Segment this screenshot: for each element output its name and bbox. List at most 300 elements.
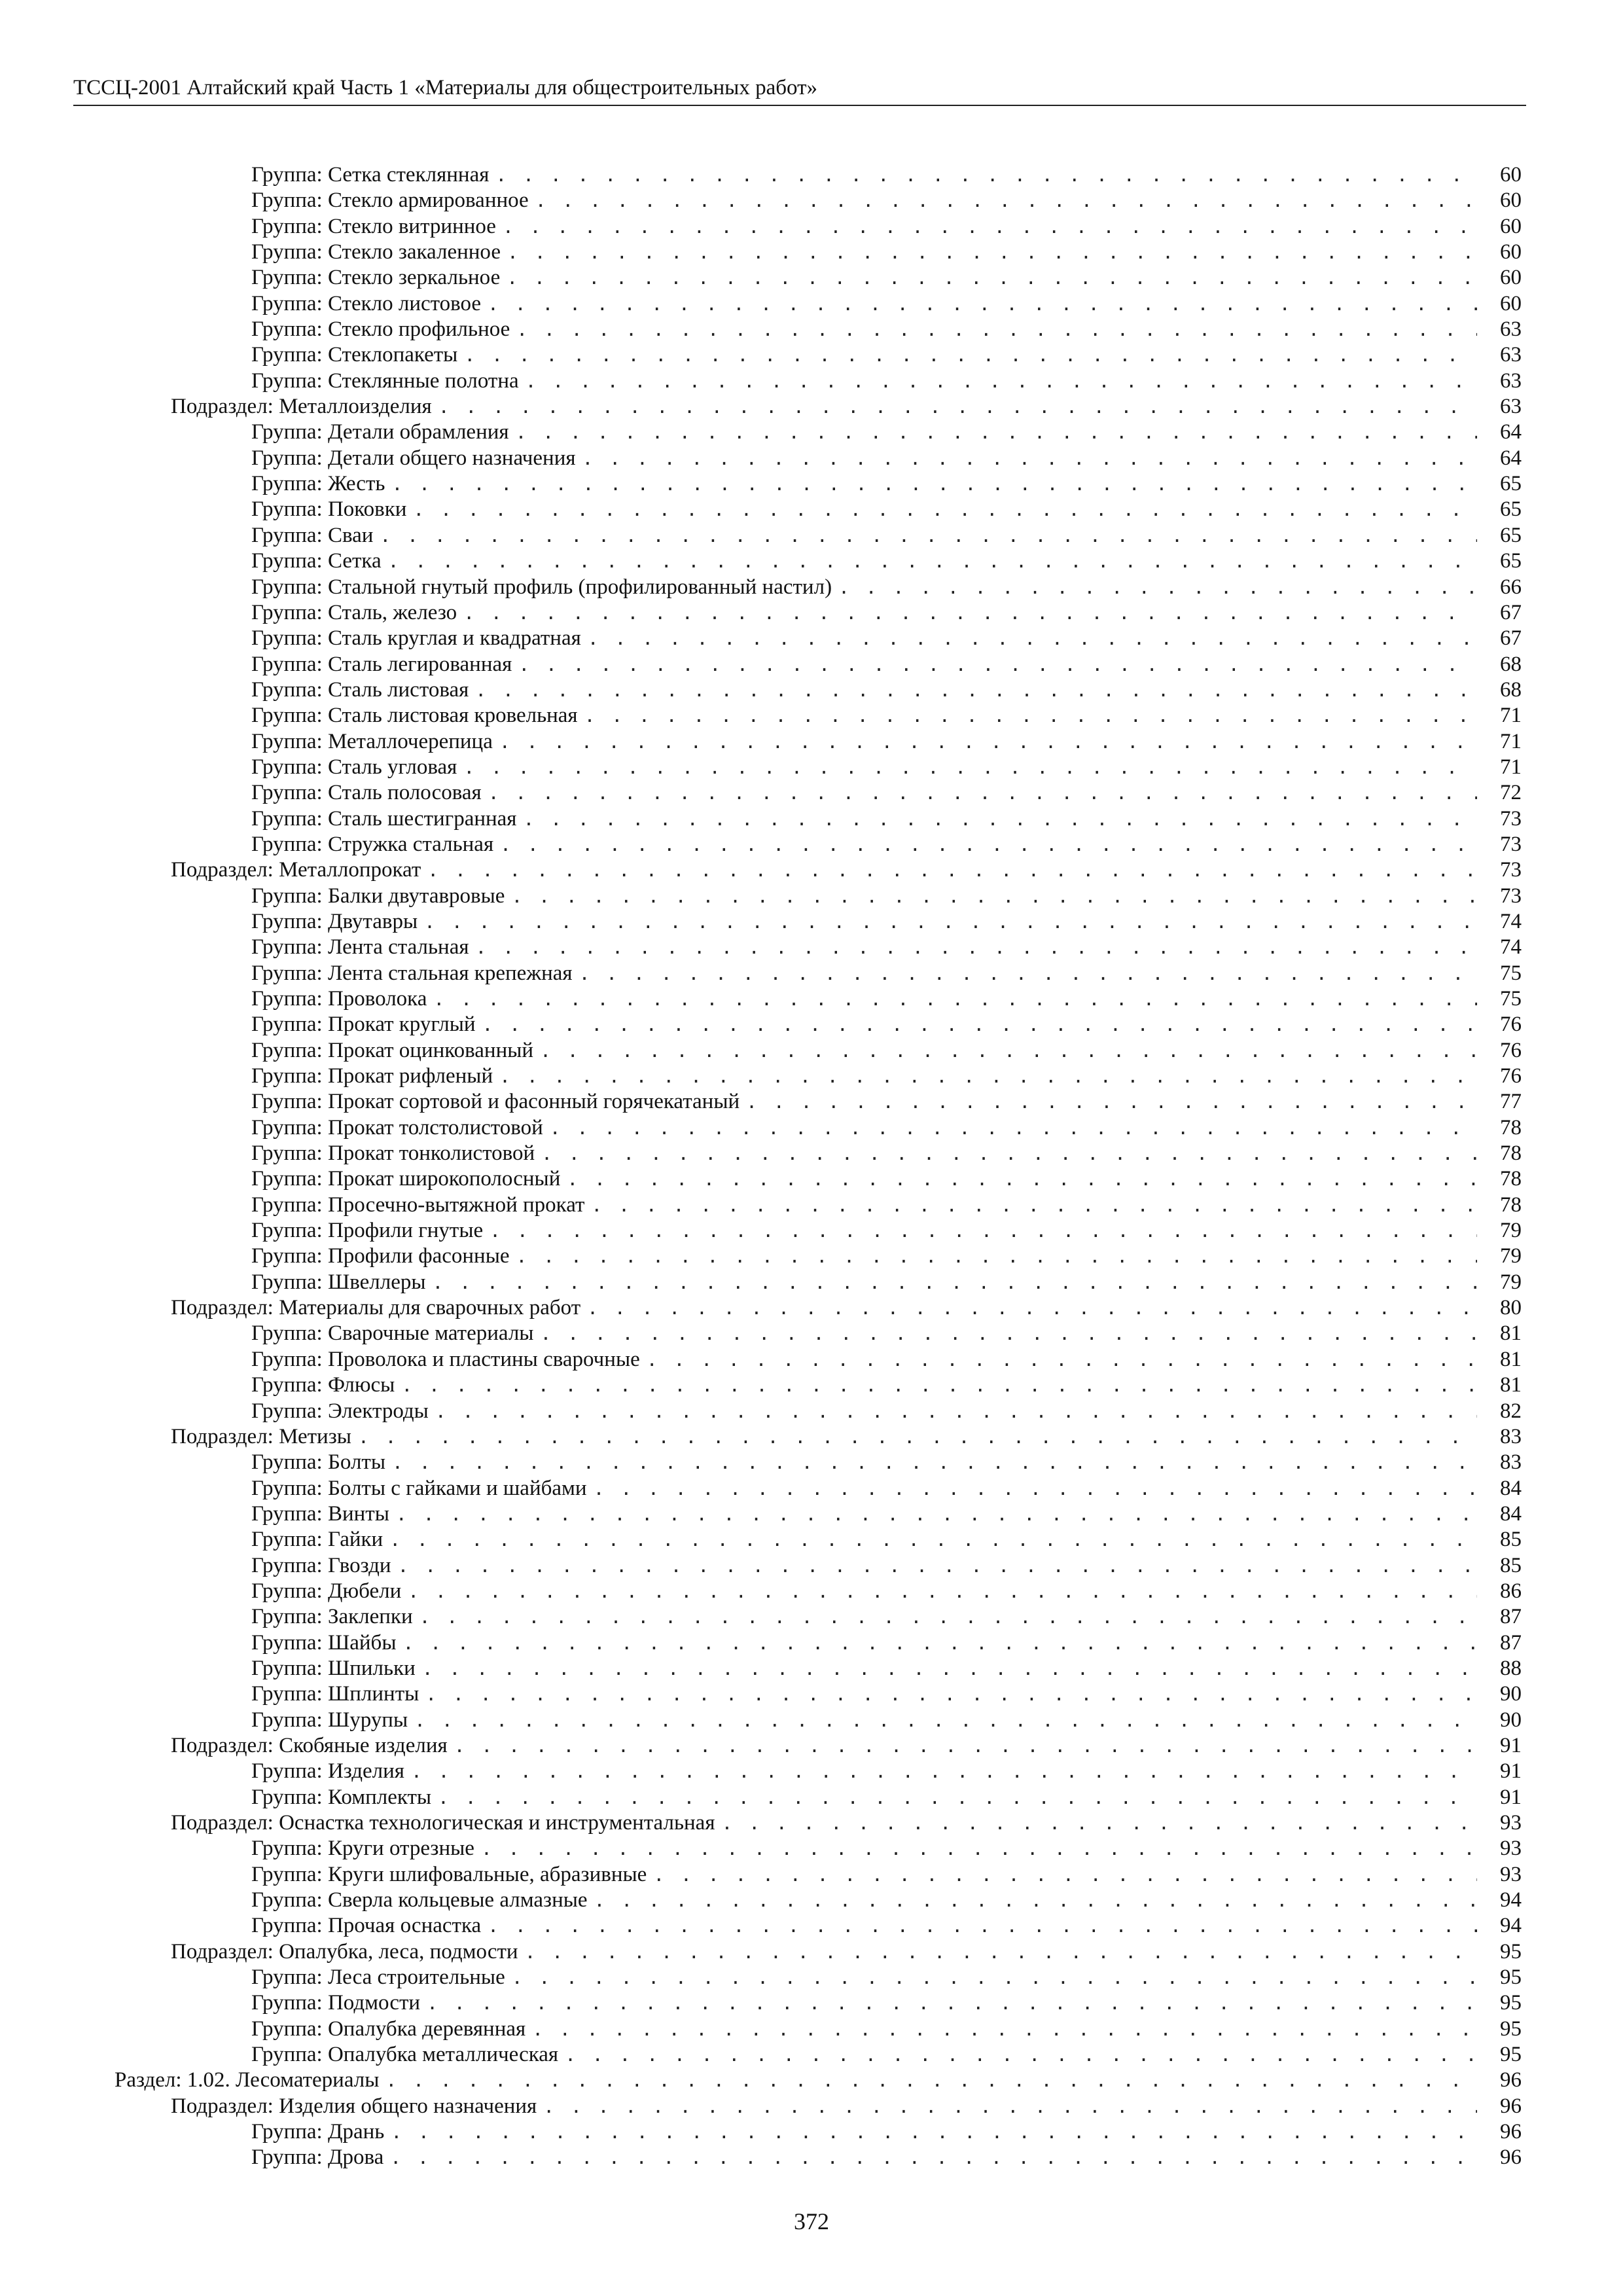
- toc-entry-page: 60: [1500, 188, 1522, 213]
- toc-entry: [251, 2145, 1522, 2170]
- toc-entry: [251, 677, 1522, 703]
- toc-entry-label: Группа: Сталь легированная: [251, 652, 512, 676]
- dot-leader: [526, 368, 1477, 394]
- toc-entry-label: Группа: Прокат рифленый: [251, 1064, 493, 1088]
- dot-leader: [398, 1553, 1477, 1579]
- dot-leader: [588, 626, 1477, 651]
- dot-leader: [488, 780, 1477, 806]
- toc-entry: [251, 935, 1522, 960]
- dot-leader: [425, 1681, 1477, 1707]
- dot-leader: [579, 961, 1477, 986]
- dot-leader: [463, 755, 1477, 780]
- toc-entry-label: Группа: Сваи: [251, 523, 374, 547]
- dot-leader: [433, 986, 1477, 1012]
- toc-entry-label: Группа: Стекло закаленное: [251, 240, 501, 264]
- dot-leader: [532, 2017, 1477, 2042]
- toc-entry-page: 93: [1500, 1862, 1522, 1886]
- toc-entry-label: Раздел: 1.02. Лесоматериалы: [115, 2068, 380, 2092]
- toc-entry-page: 71: [1500, 704, 1522, 728]
- toc-entry: [251, 1476, 1522, 1501]
- toc-entry: [251, 240, 1522, 265]
- toc-entry: [171, 1295, 1522, 1321]
- toc-entry-page: 91: [1500, 1759, 1522, 1784]
- dot-leader: [653, 1862, 1477, 1888]
- toc-entry-label: Группа: Круги отрезные: [251, 1837, 474, 1861]
- toc-entry-page: 73: [1500, 884, 1522, 908]
- toc-entry-page: 67: [1500, 626, 1522, 651]
- toc-entry-page: 91: [1500, 1733, 1522, 1757]
- toc-entry-label: Группа: Сталь угловая: [251, 755, 457, 779]
- toc-entry: [251, 1270, 1522, 1295]
- toc-entry: [251, 368, 1522, 394]
- toc-entry-label: Группа: Шайбы: [251, 1630, 397, 1655]
- dot-leader: [507, 240, 1477, 265]
- toc-entry: [251, 1785, 1522, 1810]
- toc-entry-label: Группа: Подмости: [251, 1991, 421, 2015]
- toc-entry-label: Группа: Дрова: [251, 2145, 384, 2170]
- toc-entry-page: 96: [1500, 2068, 1522, 2092]
- toc-entry-page: 94: [1500, 1914, 1522, 1938]
- toc-entry-label: Подраздел: Металлопрокат: [171, 858, 421, 882]
- table-of-contents: [0, 162, 1623, 2171]
- toc-entry: [251, 986, 1522, 1012]
- toc-entry-page: 86: [1500, 1579, 1522, 1603]
- toc-entry-label: Группа: Стеклянные полотна: [251, 368, 519, 393]
- toc-entry: [251, 446, 1522, 471]
- toc-entry-page: 68: [1500, 677, 1522, 702]
- toc-entry-page: 63: [1500, 317, 1522, 342]
- toc-entry: [251, 1193, 1522, 1218]
- toc-entry: [251, 2042, 1522, 2068]
- toc-entry-page: 96: [1500, 2145, 1522, 2170]
- dot-leader: [495, 162, 1477, 188]
- toc-entry-page: 60: [1500, 240, 1522, 264]
- toc-entry: [171, 1424, 1522, 1450]
- toc-entry-page: 76: [1500, 1064, 1522, 1088]
- dot-leader: [535, 188, 1477, 213]
- toc-entry-label: Группа: Профили фасонные: [251, 1244, 510, 1268]
- toc-entry: [251, 162, 1522, 188]
- toc-entry-page: 80: [1500, 1296, 1522, 1320]
- toc-entry-label: Группа: Шплинты: [251, 1682, 419, 1706]
- toc-entry-page: 95: [1500, 2043, 1522, 2067]
- toc-entry: [251, 214, 1522, 240]
- dot-leader: [388, 548, 1477, 574]
- toc-entry: [251, 1527, 1522, 1552]
- toc-entry-label: Группа: Стеклопакеты: [251, 343, 458, 367]
- dot-leader: [427, 857, 1477, 883]
- toc-entry: [251, 1218, 1522, 1244]
- toc-entry: [251, 1888, 1522, 1913]
- toc-entry-label: Группа: Проволока: [251, 987, 427, 1011]
- dot-leader: [396, 1501, 1477, 1527]
- dot-leader: [389, 1527, 1477, 1552]
- toc-entry-label: Группа: Детали общего назначения: [251, 446, 576, 470]
- toc-entry-label: Группа: Прокат оцинкованный: [251, 1038, 534, 1062]
- dot-leader: [482, 1012, 1477, 1037]
- dot-leader: [540, 1321, 1477, 1346]
- toc-entry: [251, 1399, 1522, 1424]
- toc-entry-label: Группа: Прокат широкополосный: [251, 1167, 561, 1191]
- dot-leader: [454, 1733, 1477, 1759]
- toc-entry-page: 82: [1500, 1399, 1522, 1423]
- toc-entry-page: 94: [1500, 1888, 1522, 1912]
- toc-entry: [251, 1064, 1522, 1089]
- dot-leader: [490, 1218, 1477, 1244]
- toc-entry-label: Группа: Болты: [251, 1450, 386, 1475]
- toc-entry: [251, 832, 1522, 857]
- dot-leader: [565, 2042, 1477, 2068]
- toc-entry-label: Группа: Сталь круглая и квадратная: [251, 626, 581, 651]
- dot-leader: [500, 832, 1477, 857]
- toc-entry-page: 83: [1500, 1450, 1522, 1475]
- dot-leader: [516, 1244, 1477, 1269]
- toc-entry-label: Группа: Прокат сортовой и фасонный горячекатаный: [251, 1090, 740, 1114]
- toc-entry-label: Группа: Сталь, железо: [251, 600, 457, 624]
- toc-entry: [251, 497, 1522, 522]
- toc-entry-page: 95: [1500, 1939, 1522, 1964]
- dot-leader: [476, 935, 1477, 960]
- toc-entry-label: Группа: Лента стальная крепежная: [251, 961, 573, 985]
- toc-entry-page: 88: [1500, 1656, 1522, 1680]
- toc-entry: [251, 291, 1522, 317]
- toc-entry-page: 76: [1500, 1013, 1522, 1037]
- toc-entry-page: 60: [1500, 291, 1522, 315]
- toc-entry-page: 77: [1500, 1090, 1522, 1114]
- toc-entry-page: 72: [1500, 781, 1522, 805]
- toc-entry-page: 65: [1500, 549, 1522, 573]
- toc-entry-page: 87: [1500, 1630, 1522, 1655]
- toc-entry: [251, 1089, 1522, 1115]
- toc-entry: [251, 1501, 1522, 1527]
- toc-entry: [251, 342, 1522, 368]
- dot-leader: [503, 214, 1477, 240]
- dot-leader: [524, 806, 1478, 832]
- dot-leader: [390, 2145, 1477, 2170]
- dot-leader: [584, 703, 1477, 728]
- toc-entry-page: 67: [1500, 600, 1522, 624]
- toc-entry-label: Группа: Сверла кольцевые алмазные: [251, 1888, 588, 1912]
- toc-entry: [251, 1965, 1522, 1990]
- toc-entry: [251, 1708, 1522, 1733]
- toc-entry-label: Группа: Стекло профильное: [251, 317, 510, 342]
- toc-entry-label: Группа: Профили гнутые: [251, 1219, 484, 1243]
- toc-entry-label: Группа: Заклепки: [251, 1605, 413, 1629]
- toc-entry-page: 60: [1500, 214, 1522, 238]
- toc-entry-label: Группа: Сетка: [251, 549, 382, 573]
- toc-entry-label: Группа: Сталь листовая: [251, 677, 469, 702]
- toc-entry: [251, 1630, 1522, 1656]
- toc-entry-label: Группа: Изделия: [251, 1759, 404, 1784]
- toc-entry-page: 60: [1500, 266, 1522, 290]
- toc-entry-page: 85: [1500, 1528, 1522, 1552]
- toc-entry-page: 95: [1500, 2017, 1522, 2041]
- toc-entry: [251, 780, 1522, 806]
- dot-leader: [475, 677, 1477, 703]
- dot-leader: [511, 884, 1477, 909]
- dot-leader: [413, 497, 1477, 522]
- dot-leader: [401, 1372, 1477, 1398]
- toc-entry-label: Подраздел: Изделия общего назначения: [171, 2094, 537, 2118]
- toc-entry-page: 60: [1500, 163, 1522, 187]
- toc-entry-label: Группа: Круги шлифовальные, абразивные: [251, 1862, 647, 1886]
- toc-entry-page: 65: [1500, 472, 1522, 496]
- page-number: 372: [794, 2208, 829, 2234]
- toc-entry-page: 78: [1500, 1141, 1522, 1166]
- toc-entry-page: 65: [1500, 523, 1522, 547]
- toc-entry-page: 93: [1500, 1811, 1522, 1835]
- dot-leader: [481, 1836, 1477, 1861]
- dot-leader: [488, 1913, 1477, 1939]
- dot-leader: [516, 420, 1477, 445]
- toc-entry-page: 64: [1500, 420, 1522, 444]
- toc-entry-label: Группа: Швеллеры: [251, 1270, 426, 1294]
- toc-entry-label: Группа: Сварочные материалы: [251, 1321, 534, 1346]
- dot-leader: [567, 1166, 1477, 1192]
- toc-entry-page: 73: [1500, 858, 1522, 882]
- dot-leader: [594, 1476, 1477, 1501]
- toc-entry: [251, 909, 1522, 935]
- toc-entry: [251, 1321, 1522, 1346]
- page-header: ТССЦ-2001 Алтайский край Часть 1 «Материалы для общестроительных работ»: [73, 76, 818, 99]
- toc-entry-label: Группа: Дрань: [251, 2120, 385, 2144]
- toc-entry-label: Группа: Гвозди: [251, 1553, 391, 1577]
- dot-leader: [499, 1064, 1477, 1089]
- toc-entry: [251, 471, 1522, 497]
- toc-entry-page: 79: [1500, 1244, 1522, 1268]
- toc-entry-page: 78: [1500, 1193, 1522, 1217]
- toc-entry-label: Группа: Стекло листовое: [251, 291, 482, 315]
- toc-entry-label: Группа: Стальной гнутый профиль (профилированный настил): [251, 575, 832, 599]
- toc-entry-label: Группа: Металлочерепица: [251, 729, 493, 753]
- dot-leader: [594, 1888, 1477, 1913]
- toc-entry-page: 79: [1500, 1219, 1522, 1243]
- toc-entry-label: Группа: Комплекты: [251, 1785, 432, 1809]
- toc-entry-label: Группа: Лента стальная: [251, 935, 469, 960]
- dot-leader: [392, 1450, 1477, 1475]
- toc-entry-label: Группа: Шпильки: [251, 1656, 416, 1680]
- toc-entry: [251, 420, 1522, 445]
- toc-entry-label: Группа: Стекло армированное: [251, 188, 529, 213]
- toc-entry-page: 63: [1500, 368, 1522, 393]
- toc-entry-label: Группа: Двутавры: [251, 909, 418, 933]
- dot-leader: [427, 1990, 1477, 2016]
- toc-entry-label: Группа: Сталь шестигранная: [251, 806, 517, 831]
- toc-entry: [251, 1141, 1522, 1166]
- toc-entry: [171, 1939, 1522, 1965]
- toc-entry-label: Группа: Леса строительные: [251, 1965, 505, 1990]
- toc-entry: [171, 394, 1522, 420]
- toc-entry-label: Подраздел: Оснастка технологическая и инструментальная: [171, 1811, 715, 1835]
- toc-entry-page: 81: [1500, 1347, 1522, 1371]
- header-rule: [73, 105, 1526, 106]
- toc-entry-page: 78: [1500, 1115, 1522, 1139]
- toc-entry-page: 96: [1500, 2094, 1522, 2118]
- toc-entry-label: Группа: Стекло зеркальное: [251, 266, 501, 290]
- dot-leader: [499, 729, 1477, 755]
- toc-entry: [251, 1166, 1522, 1192]
- dot-leader: [419, 1604, 1477, 1630]
- dot-leader: [380, 523, 1477, 548]
- toc-entry-label: Группа: Поковки: [251, 497, 407, 522]
- toc-entry: [251, 884, 1522, 909]
- toc-entry-label: Подраздел: Материалы для сварочных работ: [171, 1296, 581, 1320]
- dot-leader: [433, 1270, 1477, 1295]
- toc-entry-label: Группа: Опалубка металлическая: [251, 2043, 559, 2067]
- toc-entry-label: Группа: Прокат толстолистовой: [251, 1115, 543, 1139]
- toc-entry-page: 63: [1500, 343, 1522, 367]
- dot-leader: [543, 2094, 1477, 2119]
- toc-entry-label: Группа: Прокат тонколистовой: [251, 1141, 535, 1166]
- dot-leader: [591, 1193, 1477, 1218]
- dot-leader: [587, 1295, 1477, 1321]
- dot-leader: [722, 1810, 1478, 1836]
- toc-entry-page: 90: [1500, 1708, 1522, 1732]
- dot-leader: [438, 1785, 1477, 1810]
- dot-leader: [582, 446, 1477, 471]
- toc-entry-page: 75: [1500, 961, 1522, 985]
- toc-entry-page: 91: [1500, 1785, 1522, 1809]
- toc-entry-page: 66: [1500, 575, 1522, 599]
- toc-entry-label: Группа: Сталь полосовая: [251, 781, 482, 805]
- toc-entry: [251, 1038, 1522, 1064]
- toc-entry-label: Группа: Балки двутавровые: [251, 884, 505, 908]
- toc-entry-page: 95: [1500, 1991, 1522, 2015]
- toc-entry: [251, 1372, 1522, 1398]
- toc-entry-page: 75: [1500, 987, 1522, 1011]
- dot-leader: [647, 1347, 1477, 1372]
- toc-entry-page: 74: [1500, 935, 1522, 960]
- toc-entry: [251, 1012, 1522, 1037]
- dot-leader: [438, 394, 1477, 420]
- toc-entry: [251, 1604, 1522, 1630]
- toc-entry-page: 76: [1500, 1038, 1522, 1062]
- toc-entry-page: 79: [1500, 1270, 1522, 1294]
- toc-entry-page: 64: [1500, 446, 1522, 470]
- toc-entry-page: 71: [1500, 729, 1522, 753]
- toc-entry-label: Группа: Просечно-вытяжной прокат: [251, 1193, 585, 1217]
- dot-leader: [746, 1089, 1477, 1115]
- dot-leader: [540, 1038, 1477, 1064]
- toc-entry: [251, 188, 1522, 213]
- toc-entry-page: 93: [1500, 1837, 1522, 1861]
- toc-entry-label: Группа: Опалубка деревянная: [251, 2017, 526, 2041]
- toc-entry-label: Группа: Флюсы: [251, 1373, 395, 1397]
- toc-entry-label: Группа: Сталь листовая кровельная: [251, 704, 578, 728]
- toc-entry-page: 68: [1500, 652, 1522, 676]
- toc-entry: [251, 961, 1522, 986]
- dot-leader: [403, 1630, 1477, 1656]
- dot-leader: [541, 1141, 1477, 1166]
- toc-entry: [251, 703, 1522, 728]
- toc-entry: [251, 1759, 1522, 1784]
- toc-entry-label: Подраздел: Метизы: [171, 1424, 351, 1448]
- dot-leader: [414, 1708, 1477, 1733]
- toc-entry-page: 63: [1500, 395, 1522, 419]
- toc-entry: [251, 1579, 1522, 1604]
- toc-entry: [251, 523, 1522, 548]
- dot-leader: [435, 1399, 1477, 1424]
- toc-entry-page: 90: [1500, 1682, 1522, 1706]
- dot-leader: [525, 1939, 1477, 1965]
- toc-entry: [171, 857, 1522, 883]
- toc-entry: [251, 1244, 1522, 1269]
- toc-entry-page: 95: [1500, 1965, 1522, 1990]
- toc-entry: [251, 626, 1522, 651]
- dot-leader: [391, 2119, 1477, 2145]
- toc-entry-label: Группа: Проволока и пластины сварочные: [251, 1347, 640, 1371]
- toc-entry-page: 87: [1500, 1605, 1522, 1629]
- toc-entry-page: 78: [1500, 1167, 1522, 1191]
- toc-entry-label: Группа: Стекло витринное: [251, 214, 496, 238]
- dot-leader: [424, 909, 1477, 935]
- dot-leader: [512, 1965, 1477, 1990]
- toc-entry-page: 65: [1500, 497, 1522, 522]
- toc-entry-page: 83: [1500, 1424, 1522, 1448]
- toc-entry: [251, 1681, 1522, 1707]
- toc-entry: [251, 2017, 1522, 2042]
- toc-entry: [171, 1733, 1522, 1759]
- toc-entry: [251, 755, 1522, 780]
- toc-entry: [251, 317, 1522, 342]
- toc-entry-page: 74: [1500, 909, 1522, 933]
- toc-entry-page: 73: [1500, 806, 1522, 831]
- toc-entry-label: Подраздел: Опалубка, леса, подмости: [171, 1939, 518, 1964]
- toc-entry-page: 81: [1500, 1373, 1522, 1397]
- dot-leader: [411, 1759, 1477, 1784]
- dot-leader: [391, 471, 1477, 497]
- toc-entry-label: Группа: Электроды: [251, 1399, 429, 1423]
- toc-entry-label: Группа: Шурупы: [251, 1708, 408, 1732]
- toc-entry-label: Группа: Винты: [251, 1501, 389, 1526]
- toc-entry: [251, 1990, 1522, 2016]
- toc-entry: [251, 2119, 1522, 2145]
- toc-entry-label: Группа: Детали обрамления: [251, 420, 509, 444]
- toc-entry: [251, 1913, 1522, 1939]
- toc-entry: [251, 806, 1522, 832]
- toc-entry-page: 85: [1500, 1553, 1522, 1577]
- toc-entry-label: Группа: Прочая оснастка: [251, 1914, 482, 1938]
- toc-entry-page: 81: [1500, 1321, 1522, 1346]
- toc-entry: [171, 2094, 1522, 2119]
- dot-leader: [838, 575, 1477, 600]
- toc-entry-page: 84: [1500, 1501, 1522, 1526]
- toc-entry: [251, 1450, 1522, 1475]
- toc-entry-label: Группа: Гайки: [251, 1528, 383, 1552]
- toc-entry: [171, 1810, 1522, 1836]
- dot-leader: [488, 291, 1477, 317]
- toc-entry-label: Подраздел: Скобяные изделия: [171, 1733, 448, 1757]
- toc-entry: [251, 1115, 1522, 1141]
- dot-leader: [464, 342, 1477, 368]
- toc-entry-label: Группа: Жесть: [251, 472, 385, 496]
- toc-entry: [115, 2068, 1522, 2093]
- toc-entry: [251, 548, 1522, 574]
- dot-leader: [422, 1656, 1477, 1681]
- toc-entry: [251, 1656, 1522, 1681]
- toc-entry: [251, 1347, 1522, 1372]
- toc-entry-page: 84: [1500, 1476, 1522, 1500]
- dot-leader: [385, 2068, 1477, 2093]
- dot-leader: [358, 1424, 1477, 1450]
- toc-entry: [251, 652, 1522, 677]
- dot-leader: [518, 652, 1477, 677]
- toc-entry: [251, 575, 1522, 600]
- toc-entry: [251, 600, 1522, 626]
- dot-leader: [463, 600, 1477, 626]
- toc-entry-label: Группа: Сетка стеклянная: [251, 163, 490, 187]
- toc-entry: [251, 729, 1522, 755]
